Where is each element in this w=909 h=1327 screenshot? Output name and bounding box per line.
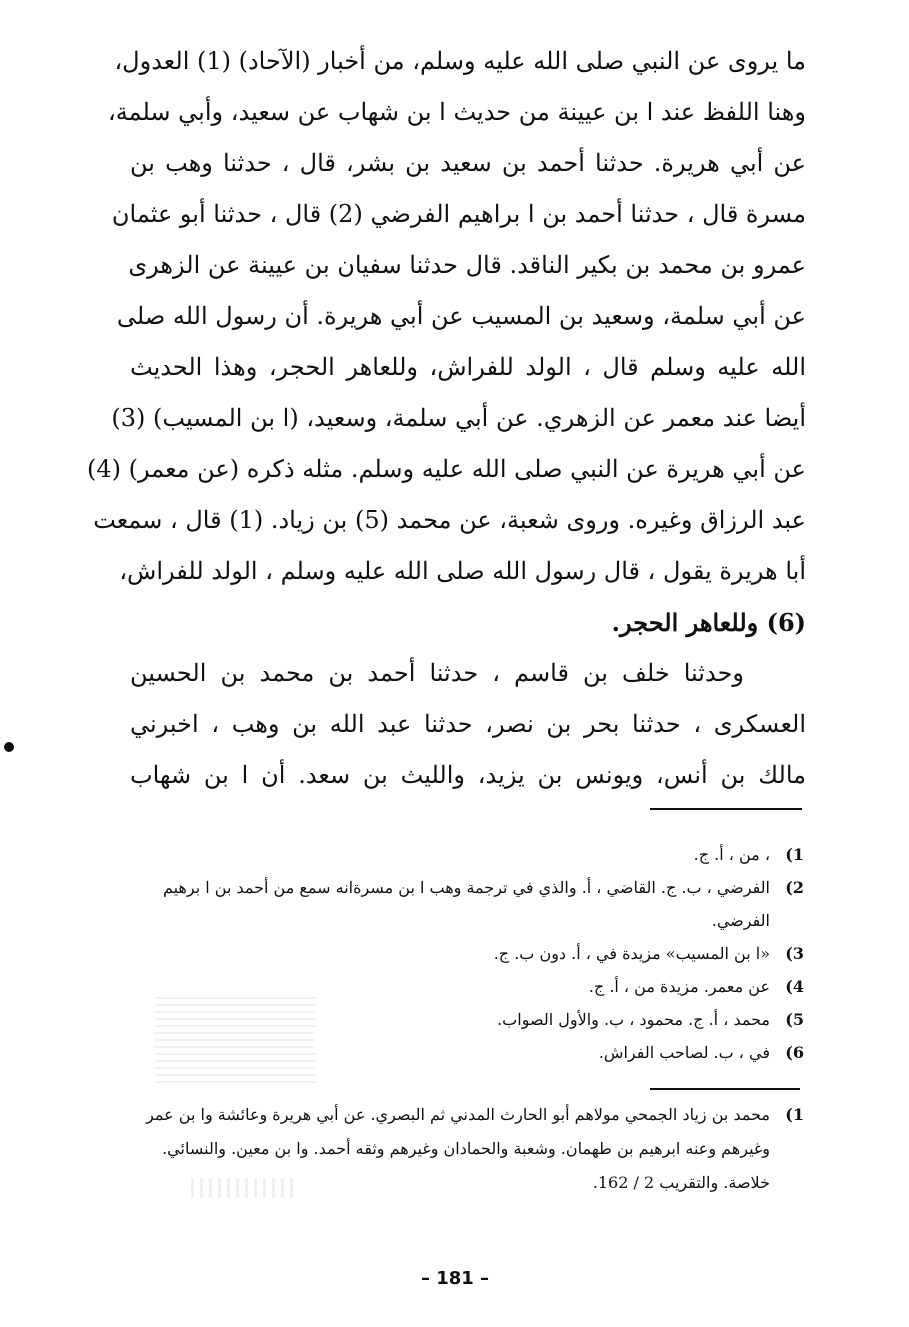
main-text-line: وهنا اللفظ عند ا بن عيينة من حديث ا بن شهاب عن سعيد، وأبي سلمة، — [108, 98, 806, 126]
footnote-text: «ا بن المسيب» مزيدة في ، أ. دون ب. ج. — [493, 944, 770, 963]
footnote — [140, 871, 804, 937]
main-text-line: عن أبي هريرة عن النبي صلى الله عليه وسلم. مثله ذكره (عن معمر) (4) — [86, 455, 806, 483]
main-text-block — [86, 36, 806, 801]
bio-note-separator — [650, 1088, 800, 1090]
footnote-separator — [650, 808, 802, 810]
main-text-line: أيضا عند معمر عن الزهري. عن أبي سلمة، وسعيد، (ا بن المسيب) (3) — [111, 404, 806, 432]
footnote-number: 2) — [785, 878, 804, 897]
main-text-line: ما يروى عن النبي صلى الله عليه وسلم، من أخبار (الآحاد) (1) العدول، — [114, 47, 806, 75]
main-text-line: وحدثنا خلف بن قاسم ، حدثنا أحمد بن محمد بن الحسين — [130, 659, 744, 687]
footnote-text: في ، ب. لصاحب الفراش. — [598, 1043, 770, 1062]
footnote — [140, 838, 804, 871]
bio-footnote-number: 1) — [785, 1105, 804, 1124]
main-text-line: مسرة قال ، حدثنا أحمد بن ا براهيم الفرضي (2) قال ، حدثنا أبو عثمان — [111, 200, 806, 228]
page-number: – 181 – — [420, 1268, 490, 1289]
main-text-line: العسكرى ، حدثنا بحر بن نصر، حدثنا عبد الله بن وهب ، اخبرني — [130, 710, 806, 738]
footnote-number: 5) — [785, 1010, 804, 1029]
footnote-number: 1) — [785, 845, 804, 864]
footnote-text: ، من ، أ. ج. — [693, 845, 770, 864]
main-text-line: عمرو بن محمد بن بكير الناقد. قال حدثنا سفيان بن عيينة عن الزهرى — [128, 251, 806, 279]
main-text-line: عن أبي سلمة، وسعيد بن المسيب عن أبي هريرة. أن رسول الله صلى — [116, 302, 806, 330]
footnote-number: 3) — [785, 944, 804, 963]
main-text-line: (6) وللعاهر الحجر. — [611, 608, 806, 637]
footnote-number: 4) — [785, 977, 804, 996]
main-text-line: عن أبي هريرة. حدثنا أحمد بن سعيد بن بشر، قال ، حدثنا وهب بن — [130, 149, 806, 177]
footnote-text: عن معمر. مزيدة من ، أ. ج. — [588, 977, 770, 996]
margin-dot — [4, 742, 14, 752]
footnote-text: محمد ، أ. ج. محمود ، ب. والأول الصواب. — [497, 1010, 770, 1029]
footnote-text: الفرضي ، ب. ج. القاضي ، أ. والذي في ترجمة وهب ا بن مسرةانه سمع من أحمد بن ا برهيم الفرضي. — [162, 878, 770, 930]
main-text-line: الله عليه وسلم قال ، الولد للفراش، وللعاهر الحجر، وهذا الحديث — [130, 353, 806, 381]
faded-stamp — [155, 992, 315, 1084]
footnote-number: 6) — [785, 1043, 804, 1062]
main-text-line: مالك بن أنس، ويونس بن يزيد، والليث بن سعد. أن ا بن شهاب — [130, 761, 806, 789]
footnote — [140, 937, 804, 970]
main-text-line: أبا هريرة يقول ، قال رسول الله صلى الله عليه وسلم ، الولد للفراش، — [119, 557, 806, 585]
bio-footnote-text: محمد بن زياد الجمحي مولاهم أبو الحارث المدني ثم البصري. عن أبي هريرة وعائشة وا بن عمر وغيرهم وعنه ابرهيم بن طهمان. وشعبة والحمادان وغيرهم وثقه أحمد. وا بن معين. والنسائي. خلاصة. والتقريب 2 / 162. — [146, 1105, 770, 1192]
main-text-line: عبد الرزاق وغيره. وروى شعبة، عن محمد (5) بن زياد. (1) قال ، سمعت — [93, 506, 806, 534]
faded-mark — [185, 1178, 295, 1198]
